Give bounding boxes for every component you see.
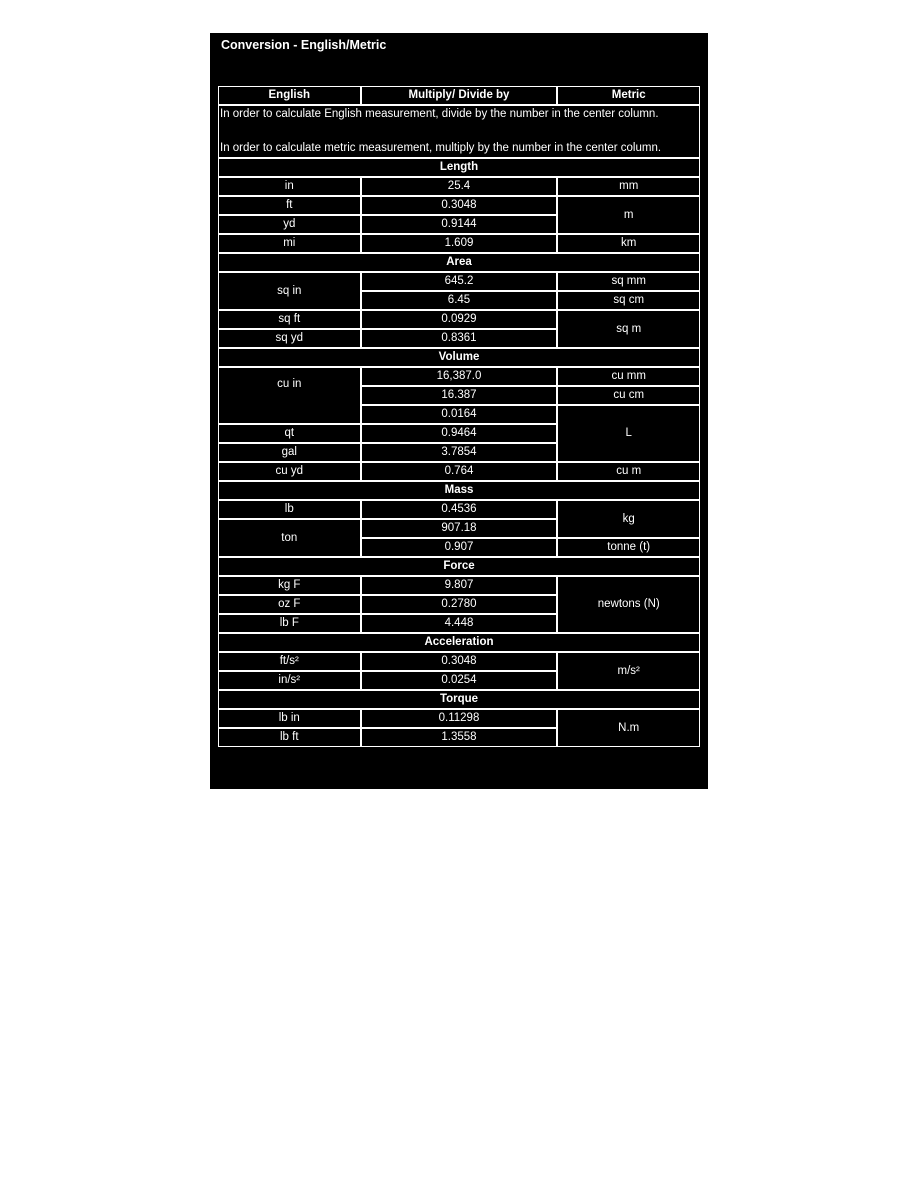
metric-unit: km [557,234,700,253]
metric-unit: sq cm [557,291,700,310]
table-row [218,367,700,386]
header-row [218,86,700,105]
metric-unit: cu mm [557,367,700,386]
factor-value: 0.0929 [361,310,558,329]
english-unit: gal [218,443,361,462]
factor-value: 0.3048 [361,196,558,215]
table-row [218,177,700,196]
section-area: Area [218,253,700,272]
metric-unit: cu cm [557,386,700,405]
factor-value: 645.2 [361,272,558,291]
factor-value: 0.3048 [361,652,558,671]
english-unit: lb F [218,614,361,633]
header-english: English [218,86,361,105]
instructions-note [218,105,700,158]
english-unit: yd [218,215,361,234]
section-row [218,348,700,367]
factor-value: 0.907 [361,538,558,557]
metric-unit: m/s² [557,652,700,690]
table-row [218,462,700,481]
metric-unit: mm [557,177,700,196]
section-row [218,481,700,500]
factor-value: 3.7854 [361,443,558,462]
section-length: Length [218,158,700,177]
section-acceleration: Acceleration [218,633,700,652]
header-factor: Multiply/ Divide by [361,86,558,105]
table-row [218,272,700,291]
factor-value: 0.0164 [361,405,558,424]
conversion-table [218,86,700,747]
factor-value: 1.609 [361,234,558,253]
table-row [218,576,700,595]
factor-value: 0.9144 [361,215,558,234]
factor-value: 6.45 [361,291,558,310]
english-unit: ft/s² [218,652,361,671]
table-row [218,652,700,671]
english-unit: in/s² [218,671,361,690]
table-row [218,234,700,253]
section-volume: Volume [218,348,700,367]
section-force: Force [218,557,700,576]
metric-unit: m [557,196,700,234]
factor-value: 907.18 [361,519,558,538]
factor-value: 0.764 [361,462,558,481]
english-unit: in [218,177,361,196]
note-metric: In order to calculate metric measurement, multiply by the number in the center column. [220,142,662,154]
english-unit: kg F [218,576,361,595]
note-english: In order to calculate English measurement, divide by the number in the center column. [220,108,659,120]
section-row [218,690,700,709]
page-title: Conversion - English/Metric [221,38,387,52]
factor-value: 16.387 [361,386,558,405]
table-row [218,196,700,215]
section-row [218,557,700,576]
english-unit: qt [218,424,361,443]
factor-value: 0.8361 [361,329,558,348]
factor-value: 0.11298 [361,709,558,728]
metric-unit: kg [557,500,700,538]
english-unit: ton [218,519,361,557]
english-unit: lb [218,500,361,519]
metric-unit: sq mm [557,272,700,291]
conversion-panel [210,33,708,789]
header-metric: Metric [557,86,700,105]
english-unit: cu in [218,367,361,424]
metric-unit: sq m [557,310,700,348]
metric-unit: L [557,405,700,462]
english-unit: ft [218,196,361,215]
english-unit: sq yd [218,329,361,348]
section-torque: Torque [218,690,700,709]
factor-value: 0.0254 [361,671,558,690]
section-mass: Mass [218,481,700,500]
notes-row [218,105,700,158]
english-unit: cu yd [218,462,361,481]
metric-unit: newtons (N) [557,576,700,633]
english-unit: lb in [218,709,361,728]
table-row [218,709,700,728]
factor-value: 9.807 [361,576,558,595]
section-row [218,633,700,652]
metric-unit: cu m [557,462,700,481]
section-row [218,158,700,177]
factor-value: 1.3558 [361,728,558,747]
table-row [218,500,700,519]
english-unit: mi [218,234,361,253]
english-unit: sq in [218,272,361,310]
section-row [218,253,700,272]
factor-value: 4.448 [361,614,558,633]
factor-value: 0.2780 [361,595,558,614]
english-unit: oz F [218,595,361,614]
metric-unit: tonne (t) [557,538,700,557]
factor-value: 25.4 [361,177,558,196]
english-unit: sq ft [218,310,361,329]
factor-value: 0.4536 [361,500,558,519]
factor-value: 16,387.0 [361,367,558,386]
metric-unit: N.m [557,709,700,747]
table-row [218,310,700,329]
factor-value: 0.9464 [361,424,558,443]
english-unit: lb ft [218,728,361,747]
